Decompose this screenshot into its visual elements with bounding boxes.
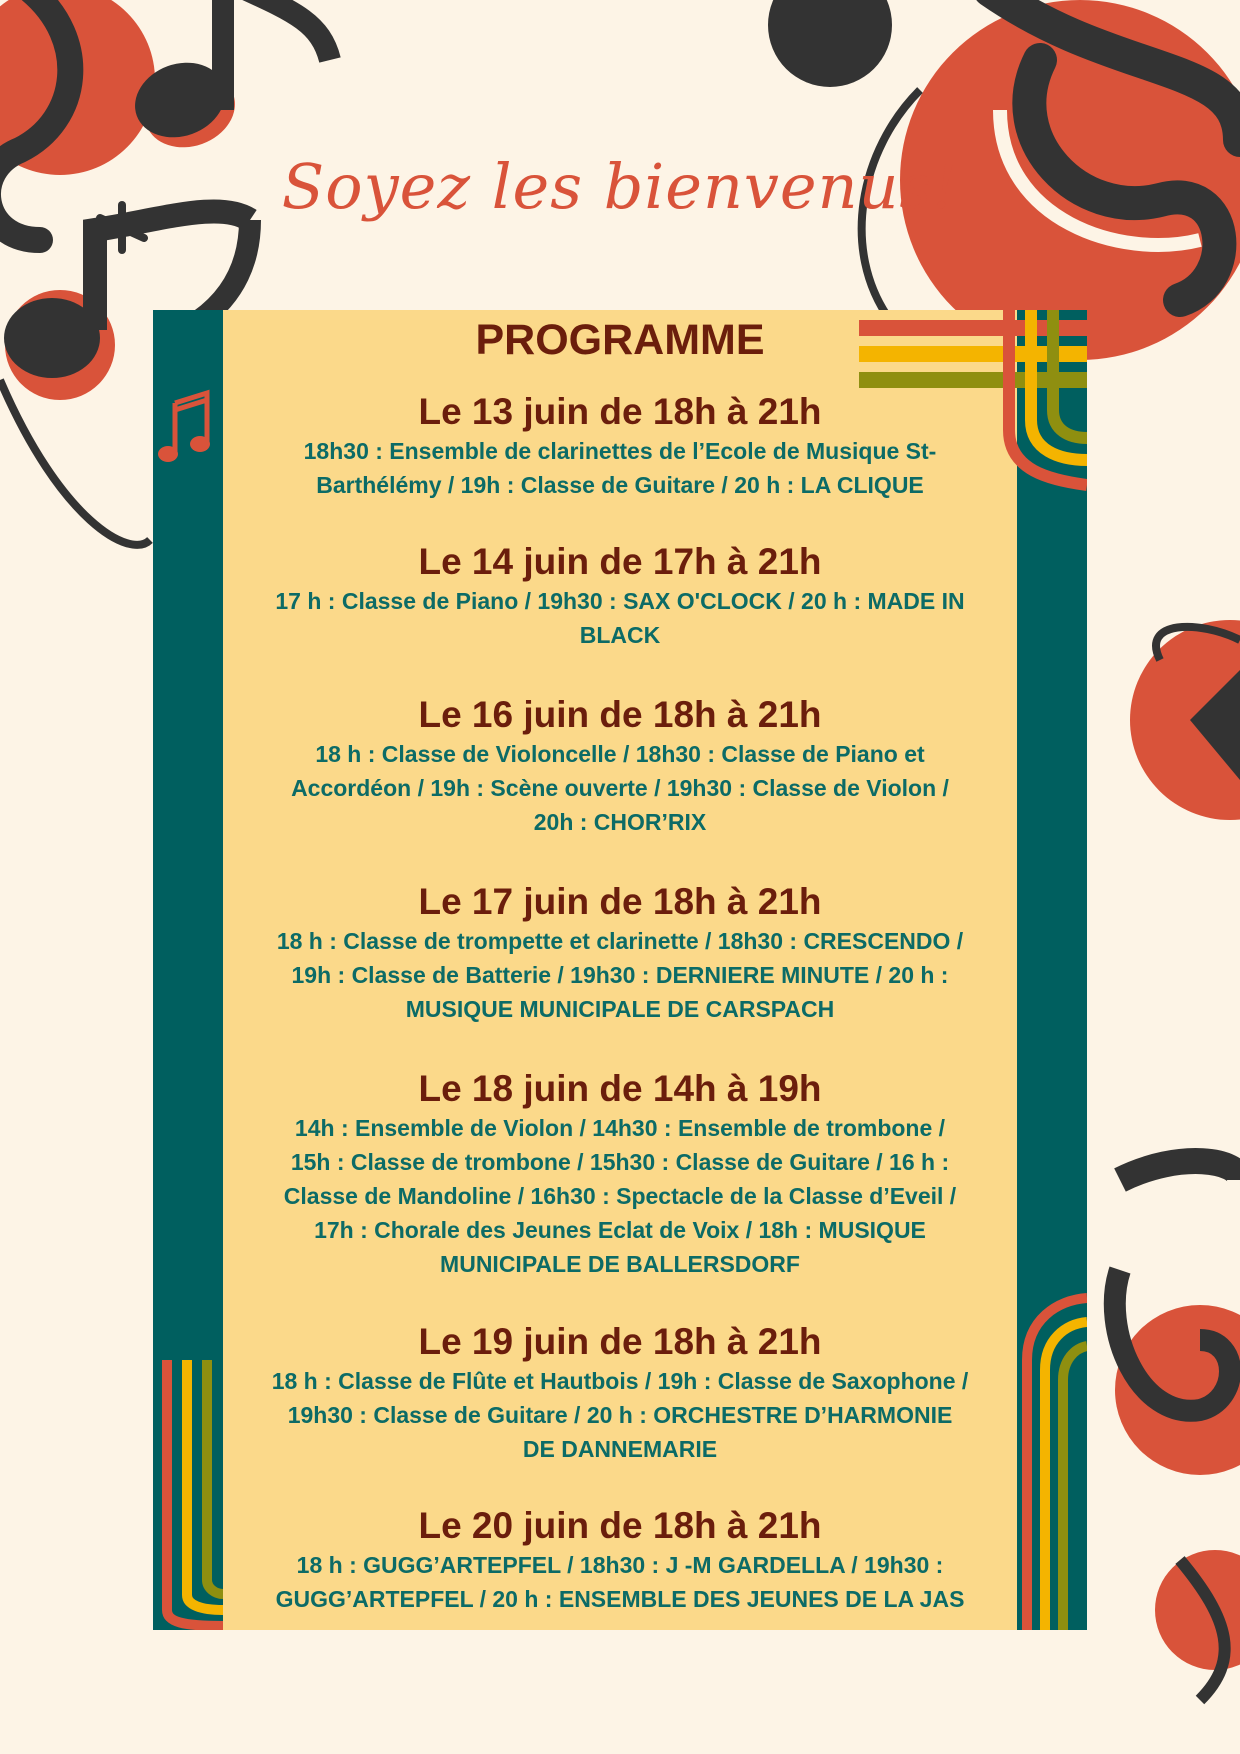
event-item [223,1320,1017,1504]
event-title: Le 18 juin de 14h à 19h [418,1068,822,1109]
event-line: Accordéon / 19h : Scène ouverte / 19h30 : Classe de Violon / [291,775,949,801]
event-list [223,390,1017,1616]
event-line: 14h : Ensemble de Violon / 14h30 : Ensemble de trombone / [294,1115,946,1141]
event-item [223,390,1017,540]
event-line: 18h30 : Ensemble de clarinettes de l’Ecole de Musique St- [303,438,937,464]
event-item [223,1067,1017,1320]
event-description [223,1364,1017,1466]
event-item [223,880,1017,1067]
event-title: Le 14 juin de 17h à 21h [418,541,822,582]
dark-dot [768,0,892,87]
event-line: 17 h : Classe de Piano / 19h30 : SAX O'CLOCK / 20 h : MADE IN [275,588,965,614]
programme-poster [153,310,1087,1630]
event-title: Le 17 juin de 18h à 21h [418,881,822,922]
event-item [223,693,1017,880]
event-description [223,737,1017,839]
event-title: Le 13 juin de 18h à 21h [418,391,822,432]
event-description [223,924,1017,1026]
music-note-icon [155,388,215,468]
event-line: 19h30 : Classe de Guitare / 20 h : ORCHESTRE D’HARMONIE [287,1402,953,1428]
event-line: 18 h : Classe de Flûte et Hautbois / 19h : Classe de Saxophone / [271,1368,969,1394]
event-line: Barthélémy / 19h : Classe de Guitare / 20 h : LA CLIQUE [316,472,924,498]
event-item [223,1504,1017,1616]
event-description [223,1548,1017,1616]
retro-stripes-bottomleft [153,1360,223,1630]
eighth-note-icon [124,0,330,160]
event-title: Le 19 juin de 18h à 21h [418,1321,822,1362]
event-line: Classe de Mandoline / 16h30 : Spectacle de la Classe d’Eveil / [283,1183,957,1209]
event-line: 15h : Classe de trombone / 15h30 : Classe de Guitare / 16 h : [290,1149,950,1175]
event-line: 19h : Classe de Batterie / 19h30 : DERNIERE MINUTE / 20 h : [291,962,949,988]
retro-stripes-bottomright [1017,1280,1087,1630]
event-line: DE DANNEMARIE [522,1436,718,1462]
event-line: GUGG’ARTEPFEL / 20 h : ENSEMBLE DES JEUNES DE LA JAS [275,1586,965,1612]
event-description [223,1111,1017,1281]
swirl-line [0,380,150,545]
event-line: BLACK [579,622,661,648]
eighth-note-beam [1120,1161,1240,1180]
welcome-heading: Soyez les bienvenus! [281,150,959,223]
event-line: 18 h : GUGG’ARTEPFEL / 18h30 : J -M GARDELLA / 19h30 : [296,1552,944,1578]
programme-title: PROGRAMME [475,316,765,364]
event-title: Le 20 juin de 18h à 21h [418,1505,822,1546]
event-title: Le 16 juin de 18h à 21h [418,694,822,735]
event-description [223,584,1017,652]
event-description [223,434,1017,502]
event-line: MUSIQUE MUNICIPALE DE CARSPACH [405,996,835,1022]
event-line: 18 h : Classe de Violoncelle / 18h30 : Classe de Piano et [315,741,925,767]
event-line: 20h : CHOR’RIX [533,809,707,835]
event-line: 17h : Chorale des Jeunes Eclat de Voix / 18h : MUSIQUE [314,1217,926,1243]
event-item [223,540,1017,693]
event-line: MUNICIPALE DE BALLERSDORF [440,1251,800,1277]
event-line: 18 h : Classe de trompette et clarinette / 18h30 : CRESCENDO / [276,928,964,954]
